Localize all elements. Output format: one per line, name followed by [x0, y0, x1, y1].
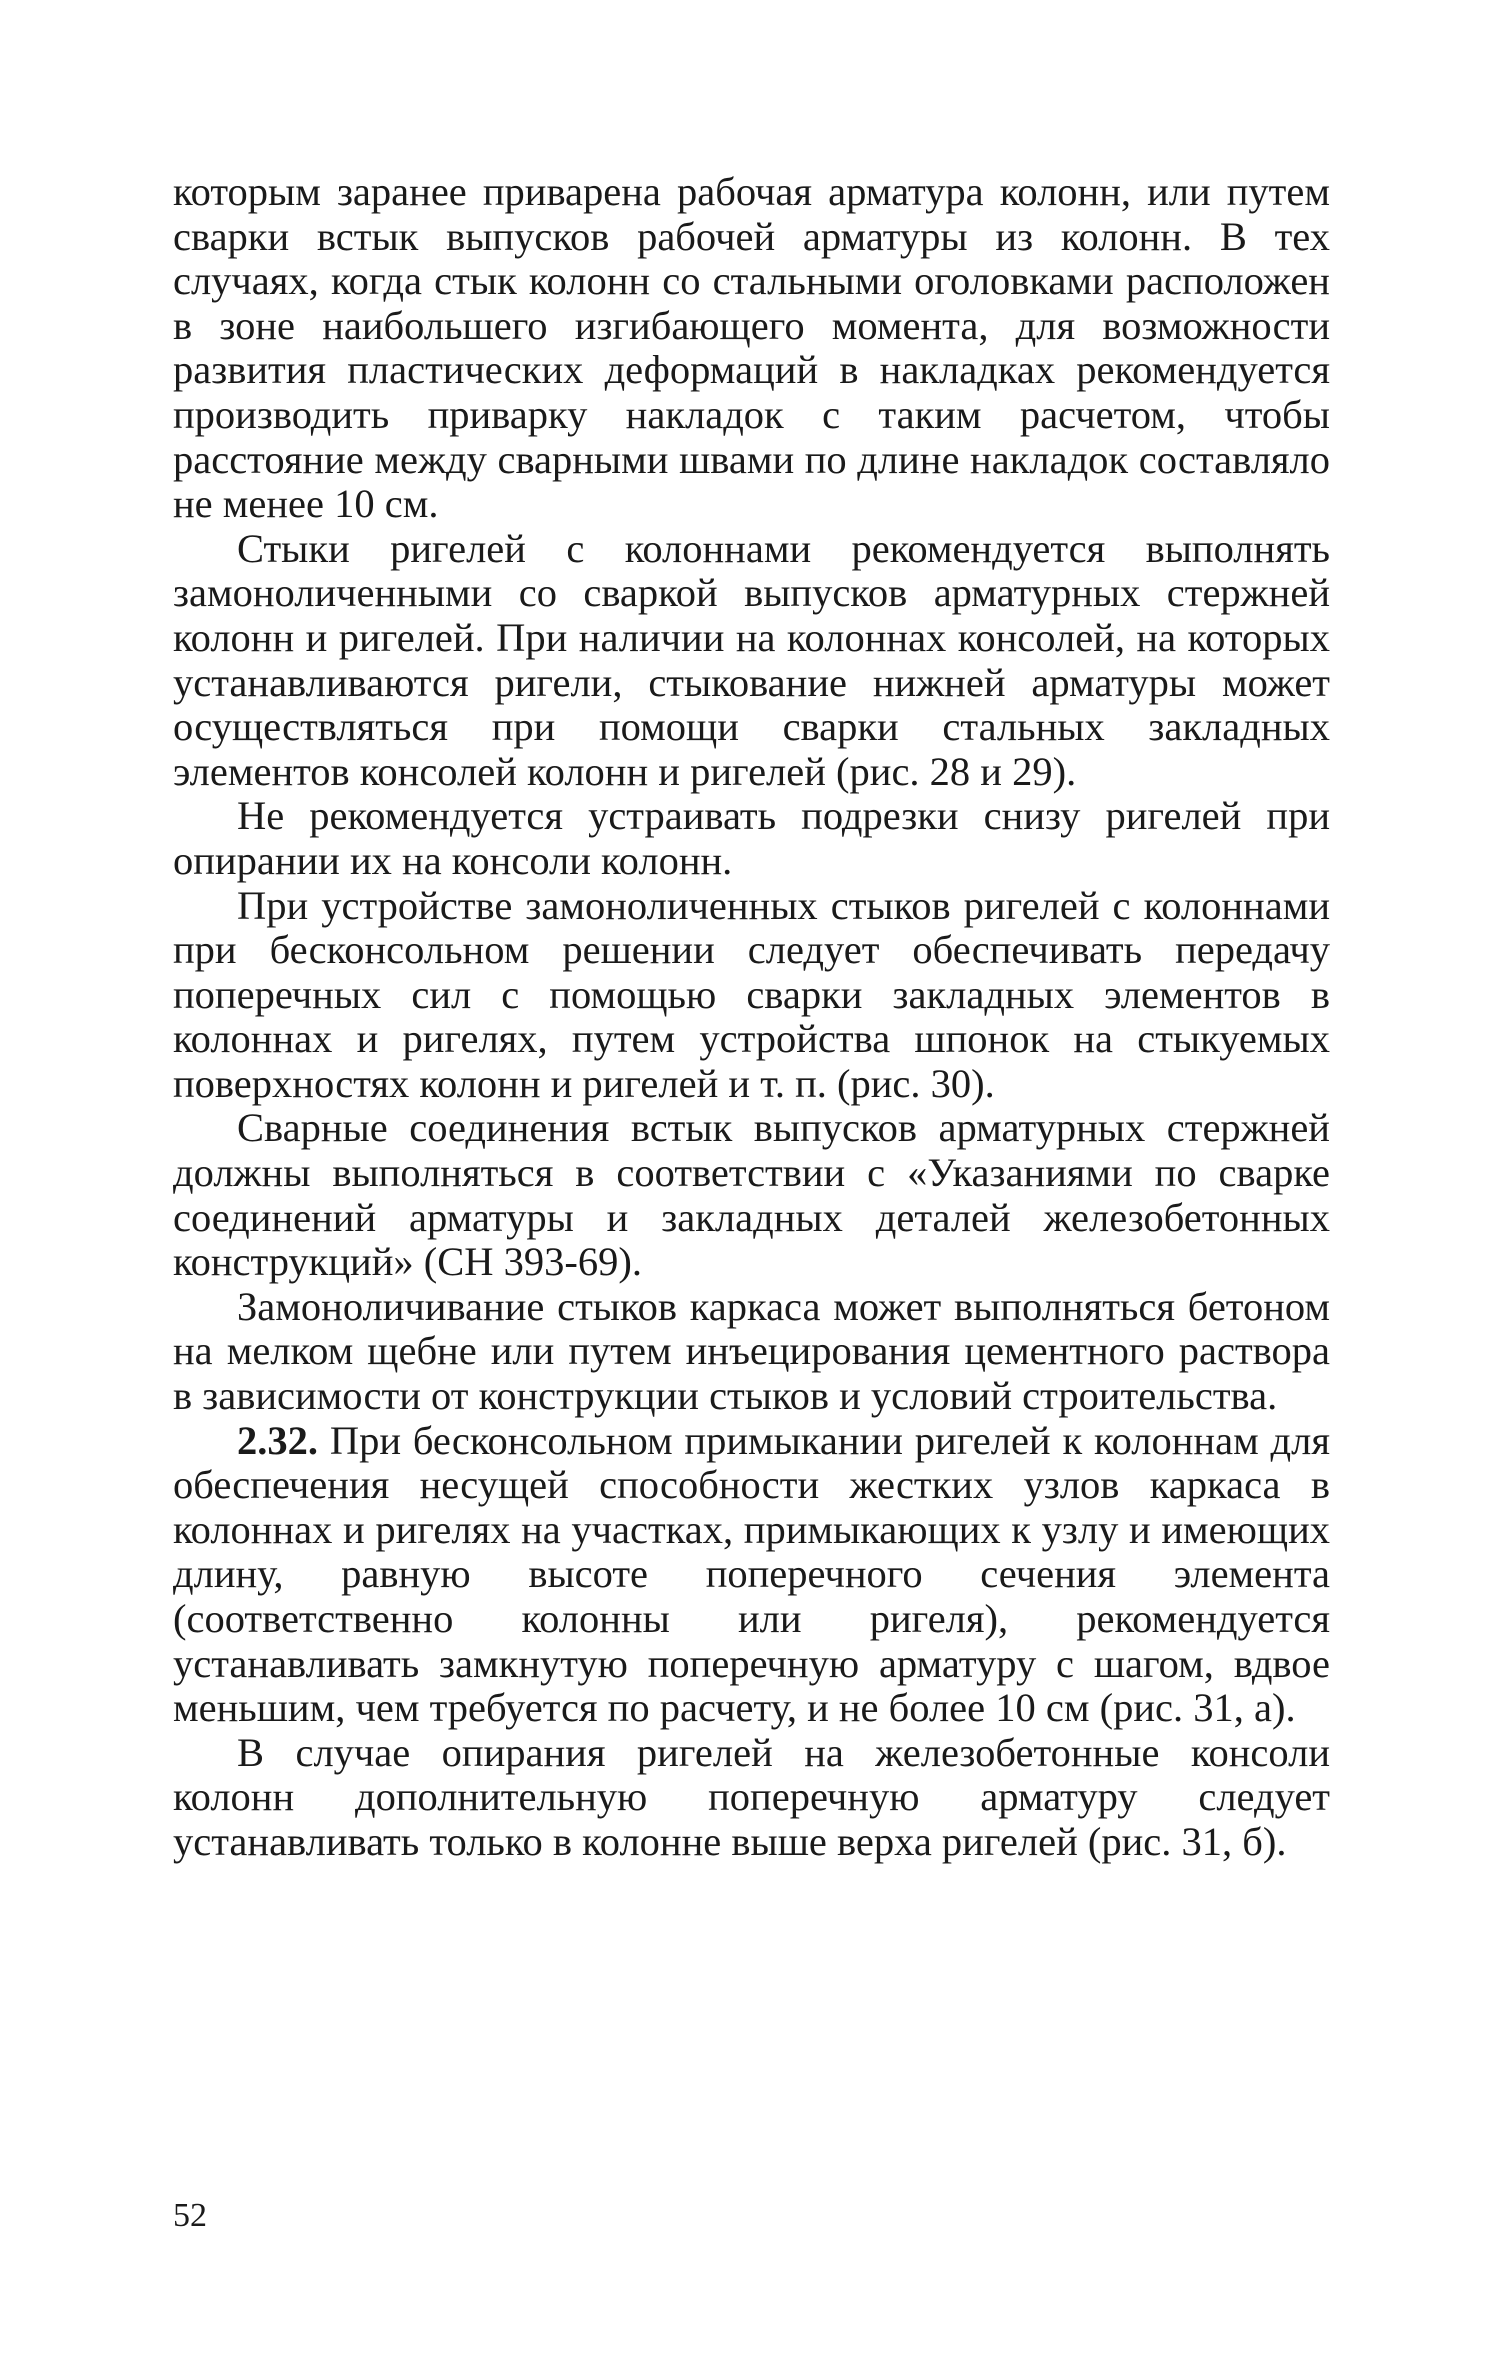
paragraph-4: При устройстве замоноличенных стыков ригелей с колоннами при бесконсольном решении следует обеспечивать передачу поперечных сил с помощью сварки закладных элементов в колоннах и ригелях, путем устройства шпонок на стыкуемых поверхностях колонн и ригелей и т. п. (рис. 30).	[173, 882, 1330, 1106]
page-body	[173, 170, 1330, 1865]
paragraph-2: Стыки ригелей с колоннами рекомендуется выполнять замоноличенными со сваркой выпусков арматурных стержней колонн и ригелей. При наличии на колоннах консолей, на которых устанавливаются ригели, стыкование нижней арматуры может осуществляться при помощи сварки стальных закладных элементов консолей колонн и ригелей (рис. 28 и 29).	[173, 525, 1330, 794]
paragraph-8: В случае опирания ригелей на железобетонные консоли колонн дополнительную поперечную арматуру следует устанавливать только в колонне выше верха ригелей (рис. 31, б).	[173, 1729, 1330, 1864]
paragraph-6: Замоноличивание стыков каркаса может выполняться бетоном на мелком щебне или путем инъецирования цементного раствора в зависимости от конструкции стыков и условий строительства.	[173, 1283, 1330, 1419]
page-number: 52	[173, 2197, 207, 2234]
paragraph-1: которым заранее приварена рабочая арматура колонн, или путем сварки встык выпусков рабочей арматуры из колонн. В тех случаях, когда стык колонн со стальными оголовками расположен в зоне наибольшего изгибающего момента, для возможности развития пластических деформаций в накладках рекомендуется производить приварку накладок с таким расчетом, чтобы расстояние между сварными швами по длине накладок составляло не менее 10 см.	[173, 169, 1330, 527]
paragraph-3: Не рекомендуется устраивать подрезки снизу ригелей при опирании их на консоли колонн.	[173, 793, 1330, 883]
section-number: 2.32.	[237, 1417, 318, 1463]
paragraph-5: Сварные соединения встык выпусков арматурных стержней должны выполняться в соответствии с «Указаниями по сварке соединений арматуры и закладных деталей железобетонных конструкций» (СН 393-69).	[173, 1105, 1330, 1285]
paragraph-7-text: При бесконсольном примыкании ригелей к колоннам для обеспечения несущей способности жестких узлов каркаса в колоннах и ригелях на участках, примыкающих к узлу и имеющих длину, равную высоте поперечного сечения элемента (соответственно колонны или ригеля), рекомендуется устанавливать замкнутую поперечную арматуру с шагом, вдвое меньшим, чем требуется по расчету, и не более 10 см (рис. 31, а).	[173, 1417, 1331, 1731]
paragraph-7	[173, 1419, 1330, 1731]
